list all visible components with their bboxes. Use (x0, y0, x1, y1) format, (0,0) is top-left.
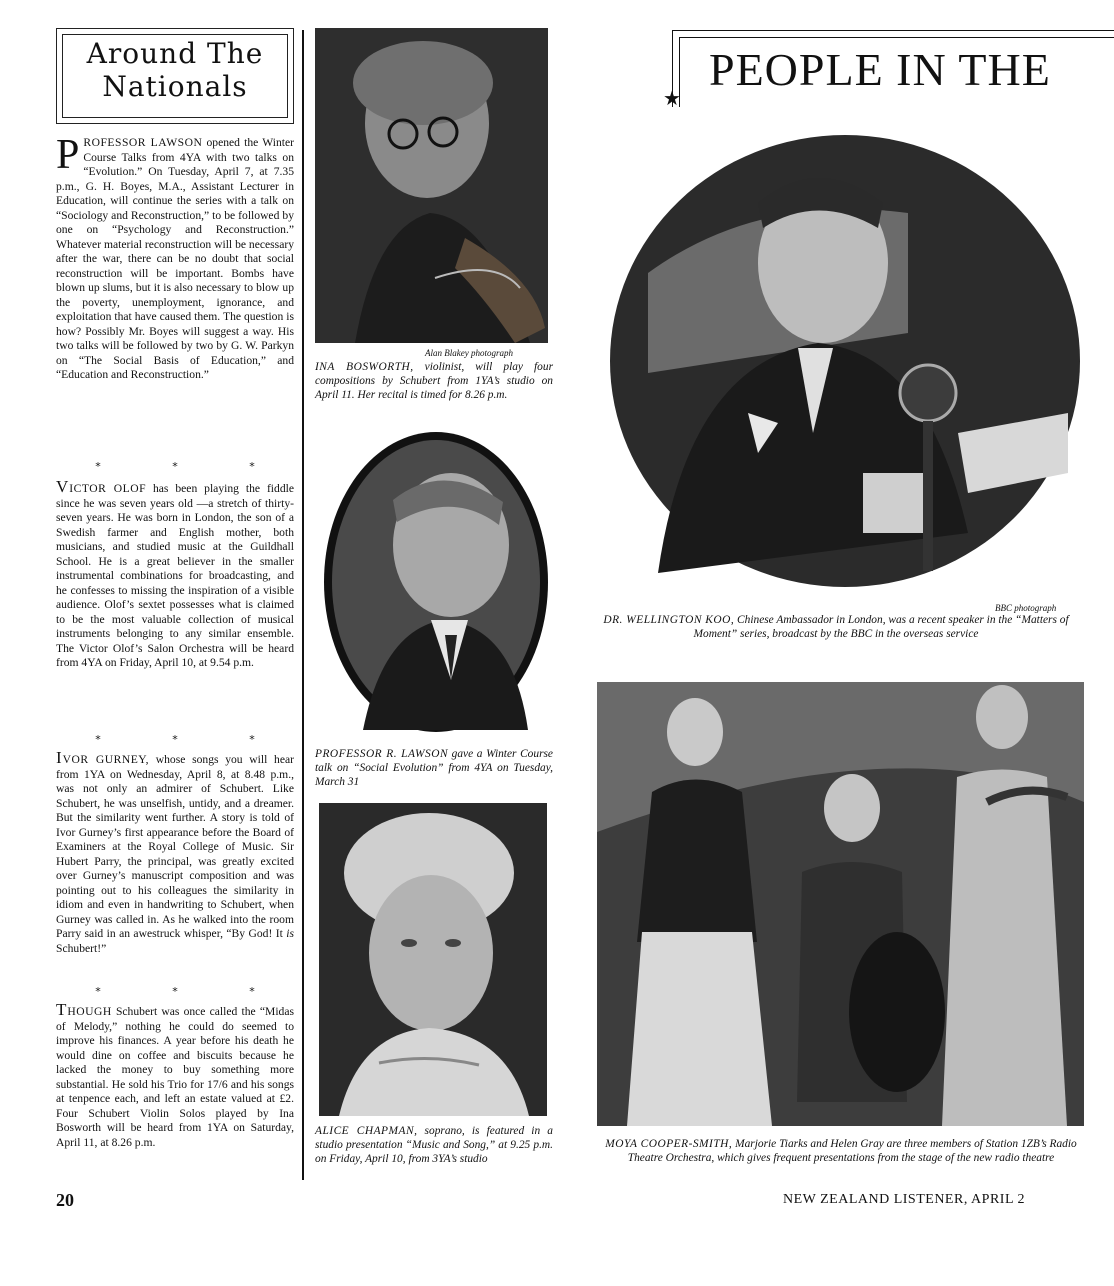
caption-wellington-koo (598, 613, 1074, 641)
article-lawson (56, 132, 294, 383)
photo-credit: BBC photograph (995, 603, 1057, 613)
caption-alice-chapman (315, 1124, 553, 1166)
photo-credit: Alan Blakey photograph (425, 348, 513, 358)
dropcap: I (56, 748, 62, 767)
column-title (57, 37, 293, 103)
separator: * * * (95, 733, 289, 746)
caption-name: DR. WELLINGTON KOO, (603, 614, 735, 626)
caption-professor-lawson (315, 747, 553, 789)
caption-text: Marjorie Tiarks and Helen Gray are three members of Station 1ZB’s Radio Theatre Orchestra, which gives frequent presentations from the stage of the new radio theatre (627, 1138, 1077, 1164)
caption-text: soprano, is featured in a studio presentation “Music and Song,” at 9.25 p.m. on Friday, April 10, from 3YA’s studio (315, 1125, 553, 1165)
article-body: opened the Winter Course Talks from 4YA with two talks on “Evolution.” On Tuesday, April 7, at 7.35 p.m., G. H. Boyes, M.A., Assistant Lecturer in Education, will continue the series with a talk on “Sociology and Reconstruction,” to be followed by one on “Psychology and Reconstruction.” Whatever material reconstruction will be necessary after the war, there can be no doubt that social reconstruction will be important. Bombs have blown up slums, but it is also necessary to blow up the poverty, unemployment, ignorance, and exploitation that have caused them. The question is how? Possibly Mr. Boyes will suggest a way. His two talks will be followed by two by G. W. Parkyn on “The Social Basis of Education,” and “Education and Reconstruction.” (56, 136, 294, 381)
caption-name: MOYA COOPER-SMITH, (605, 1138, 733, 1150)
article-lead: HOUGH (67, 1005, 112, 1018)
column-title-line-1: Around The (86, 37, 264, 70)
separator: * * * (95, 460, 289, 473)
dropcap: P (56, 132, 80, 178)
caption-radio-theatre-trio (596, 1137, 1086, 1165)
star-icon: ★ (663, 86, 681, 110)
caption-ina-bosworth (315, 360, 553, 402)
dropcap: T (56, 1000, 67, 1019)
dropcap: V (56, 477, 69, 496)
photo-wellington-koo (608, 133, 1082, 590)
caption-text: gave a Winter Course talk on “Social Evolution” from 4YA on Tuesday, March 31 (315, 748, 553, 788)
photo-ina-bosworth (315, 28, 548, 343)
separator: * * * (95, 985, 289, 998)
article-body-end: Schubert!” (56, 941, 107, 955)
photo-alice-chapman (319, 803, 547, 1116)
article-body: whose songs you will hear from 1YA on Wednesday, April 8, at 8.48 p.m., was not only an admirer of Schubert. Like Schubert, he was unselfish, untidy, and a dreamer. But the similarity went further. A story is told of Ivor Gurney’s first appearance before the Board of Examiners at the Royal College of Music. Sir Hubert Parry, the principal, was greatly excited over Gurney’s manuscript composition and was pointing out to his colleagues the similarity in idiom and even in handwriting to Schubert, when Gurney was called in. As he walked into the room Parry said in an awestruck whisper, “By God! It (56, 753, 294, 940)
article-body: has been playing the fiddle since he was seven years old —a stretch of thirty-seven years. He was born in London, the son of a Swedish farmer and English mother, both musicians, and studied music at the Guildhall School. He is a great believer in the smaller instrumental combinations for broadcasting, and he confesses to missing the inspiration of a visible audience. Olof’s sextet possesses what is claimed to be the most valuable collection of musical instruments belonging to any similar ensemble. The Victor Olof’s Salon Orchestra will be heard from 4YA on Friday, April 10, at 9.54 p.m. (56, 482, 294, 669)
article-emphasis: is (286, 927, 294, 940)
photo-professor-lawson (323, 430, 549, 735)
photo-radio-theatre-trio (597, 682, 1084, 1126)
caption-text: violinist, will play four compositions by Schubert from 1YA’s studio on April 11. Her recital is timed for 8.26 p.m. (315, 361, 553, 401)
section-header-box (672, 30, 1114, 107)
column-title-box (56, 28, 294, 124)
article-body: Schubert was once called the “Midas of Melody,” nothing he could do seemed to improve his finances. A year before his death he would dine on coffee and biscuits because he lacked the money to buy something more substantial. He sold his Trio for 17/6 and his songs at tenpence each, and left an estate valued at £2. Four Schubert Violin Solos played by Ina Bosworth will be heard from 1YA on Saturday, April 11, at 8.26 p.m. (56, 1005, 294, 1149)
page-number: 20 (56, 1190, 74, 1210)
article-schubert (56, 1000, 294, 1150)
article-lead: VOR GURNEY, (62, 753, 150, 766)
article-lead: ROFESSOR LAWSON (83, 136, 203, 149)
column-rule (302, 30, 304, 1180)
caption-name: ALICE CHAPMAN, (315, 1125, 418, 1137)
caption-name: INA BOSWORTH, (315, 361, 414, 373)
article-olof (56, 477, 294, 671)
section-header-title: PEOPLE IN THE (709, 44, 1051, 95)
publication-footer: NEW ZEALAND LISTENER, APRIL 2 (783, 1192, 1025, 1207)
column-title-line-2: Nationals (102, 70, 248, 103)
article-gurney (56, 748, 294, 956)
caption-text: Chinese Ambassador in London, was a recent speaker in the “Matters of Moment” series, broadcast by the BBC in the overseas service (693, 614, 1069, 640)
caption-name: PROFESSOR R. LAWSON (315, 748, 449, 760)
article-lead: ICTOR OLOF (69, 482, 147, 495)
